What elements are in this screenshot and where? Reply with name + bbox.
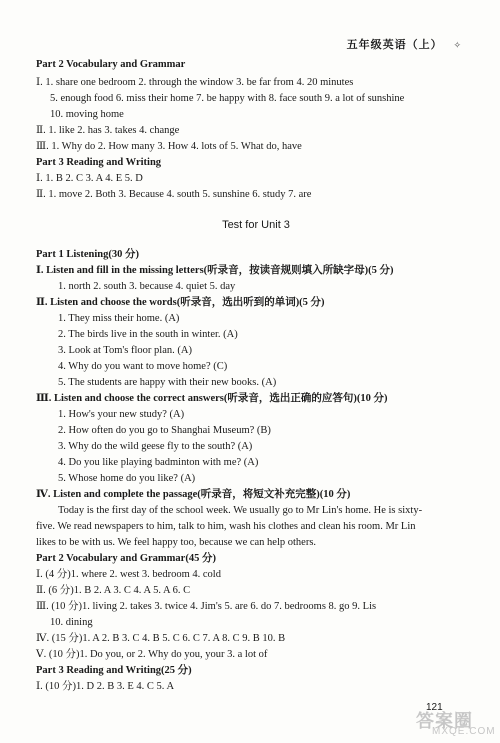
answer-line: Today is the first day of the school week. We usually go to Mr Lin's home. He is sixty-: [58, 505, 423, 516]
answer-line: Ⅱ. (6 分)1. B 2. A 3. C 4. A 5. A 6. C: [36, 585, 191, 596]
watermark-url: MXQE.COM: [432, 726, 496, 737]
answer-line: 2. The birds live in the south in winter. (A): [58, 329, 238, 340]
answer-line: Part 2 Vocabulary and Grammar(45 分): [36, 553, 216, 564]
page-header: [347, 36, 462, 52]
answer-line: likes to be with us. We feel happy too, because we can help others.: [36, 537, 317, 548]
answer-line: Ⅱ. 1. move 2. Both 3. Because 4. south 5. sunshine 6. study 7. are: [36, 189, 312, 200]
answer-line: Ⅳ. Listen and complete the passage(听录音，将短文补充完整)(10 分): [36, 489, 351, 500]
answer-line: 5. The students are happy with their new books. (A): [58, 377, 277, 388]
answer-line: 1. They miss their home. (A): [58, 313, 180, 324]
answer-line: Ⅲ. 1. Why do 2. How many 3. How 4. lots of 5. What do, have: [36, 141, 302, 152]
answer-line: five. We read newspapers to him, talk to him, wash his clothes and clean his room. Mr Lin: [36, 521, 416, 532]
answer-line: Part 2 Vocabulary and Grammar: [36, 59, 186, 70]
watermark-logo: 答案圈: [416, 711, 473, 731]
decorative-icon: ✧: [453, 41, 462, 51]
answer-line: 4. Do you like playing badminton with me? (A): [58, 457, 259, 468]
answer-line: Ⅱ. Listen and choose the words(听录音，选出听到的单词)(5 分): [36, 297, 325, 308]
answer-line: 3. Look at Tom's floor plan. (A): [58, 345, 192, 356]
book-title: 五年级英语（上）: [346, 38, 443, 51]
answer-line: Ⅰ. (10 分)1. D 2. B 3. E 4. C 5. A: [36, 681, 175, 692]
answer-line: 4. Why do you want to move home? (C): [58, 361, 228, 372]
answer-line: Ⅰ. 1. B 2. C 3. A 4. E 5. D: [36, 173, 143, 184]
answer-line: Part 3 Reading and Writing: [36, 157, 162, 168]
answer-line: 10. moving home: [50, 109, 124, 120]
answer-line: Ⅱ. 1. like 2. has 3. takes 4. change: [36, 125, 180, 136]
answer-line: 1. How's your new study? (A): [58, 409, 185, 420]
page-number: 121: [426, 702, 443, 713]
answer-line: 1. north 2. south 3. because 4. quiet 5. day: [58, 281, 236, 292]
answer-line: 3. Why do the wild geese fly to the south? (A): [58, 441, 253, 452]
answer-line: Ⅲ. Listen and choose the correct answers(听录音，选出正确的应答句)(10 分): [36, 393, 388, 404]
answer-line: 2. How often do you go to Shanghai Museum? (B): [58, 425, 271, 436]
answer-line: 5. Whose home do you like? (A): [58, 473, 196, 484]
answer-line: Part 3 Reading and Writing(25 分): [36, 665, 192, 676]
answer-line: Ⅰ. 1. share one bedroom 2. through the window 3. be far from 4. 20 minutes: [36, 77, 354, 88]
answer-line: Ⅲ. (10 分)1. living 2. takes 3. twice 4. Jim's 5. are 6. do 7. bedrooms 8. go 9. Lis: [36, 601, 377, 612]
answer-line: Ⅰ. (4 分)1. where 2. west 3. bedroom 4. cold: [36, 569, 221, 580]
answer-line: Ⅰ. Listen and fill in the missing letters(听录音，按读音规则填入所缺字母)(5 分): [36, 265, 394, 276]
answer-line: Ⅳ. (15 分)1. A 2. B 3. C 4. B 5. C 6. C 7. A 8. C 9. B 10. B: [36, 633, 286, 644]
answer-line: 10. dining: [50, 617, 93, 628]
answer-line: 5. enough food 6. miss their home 7. be happy with 8. face south 9. a lot of sunshine: [50, 93, 405, 104]
answer-line: Test for Unit 3: [222, 219, 290, 231]
answer-line: Ⅴ. (10 分)1. Do you, or 2. Why do you, your 3. a lot of: [36, 649, 268, 660]
answer-line: Part 1 Listening(30 分): [36, 249, 139, 260]
